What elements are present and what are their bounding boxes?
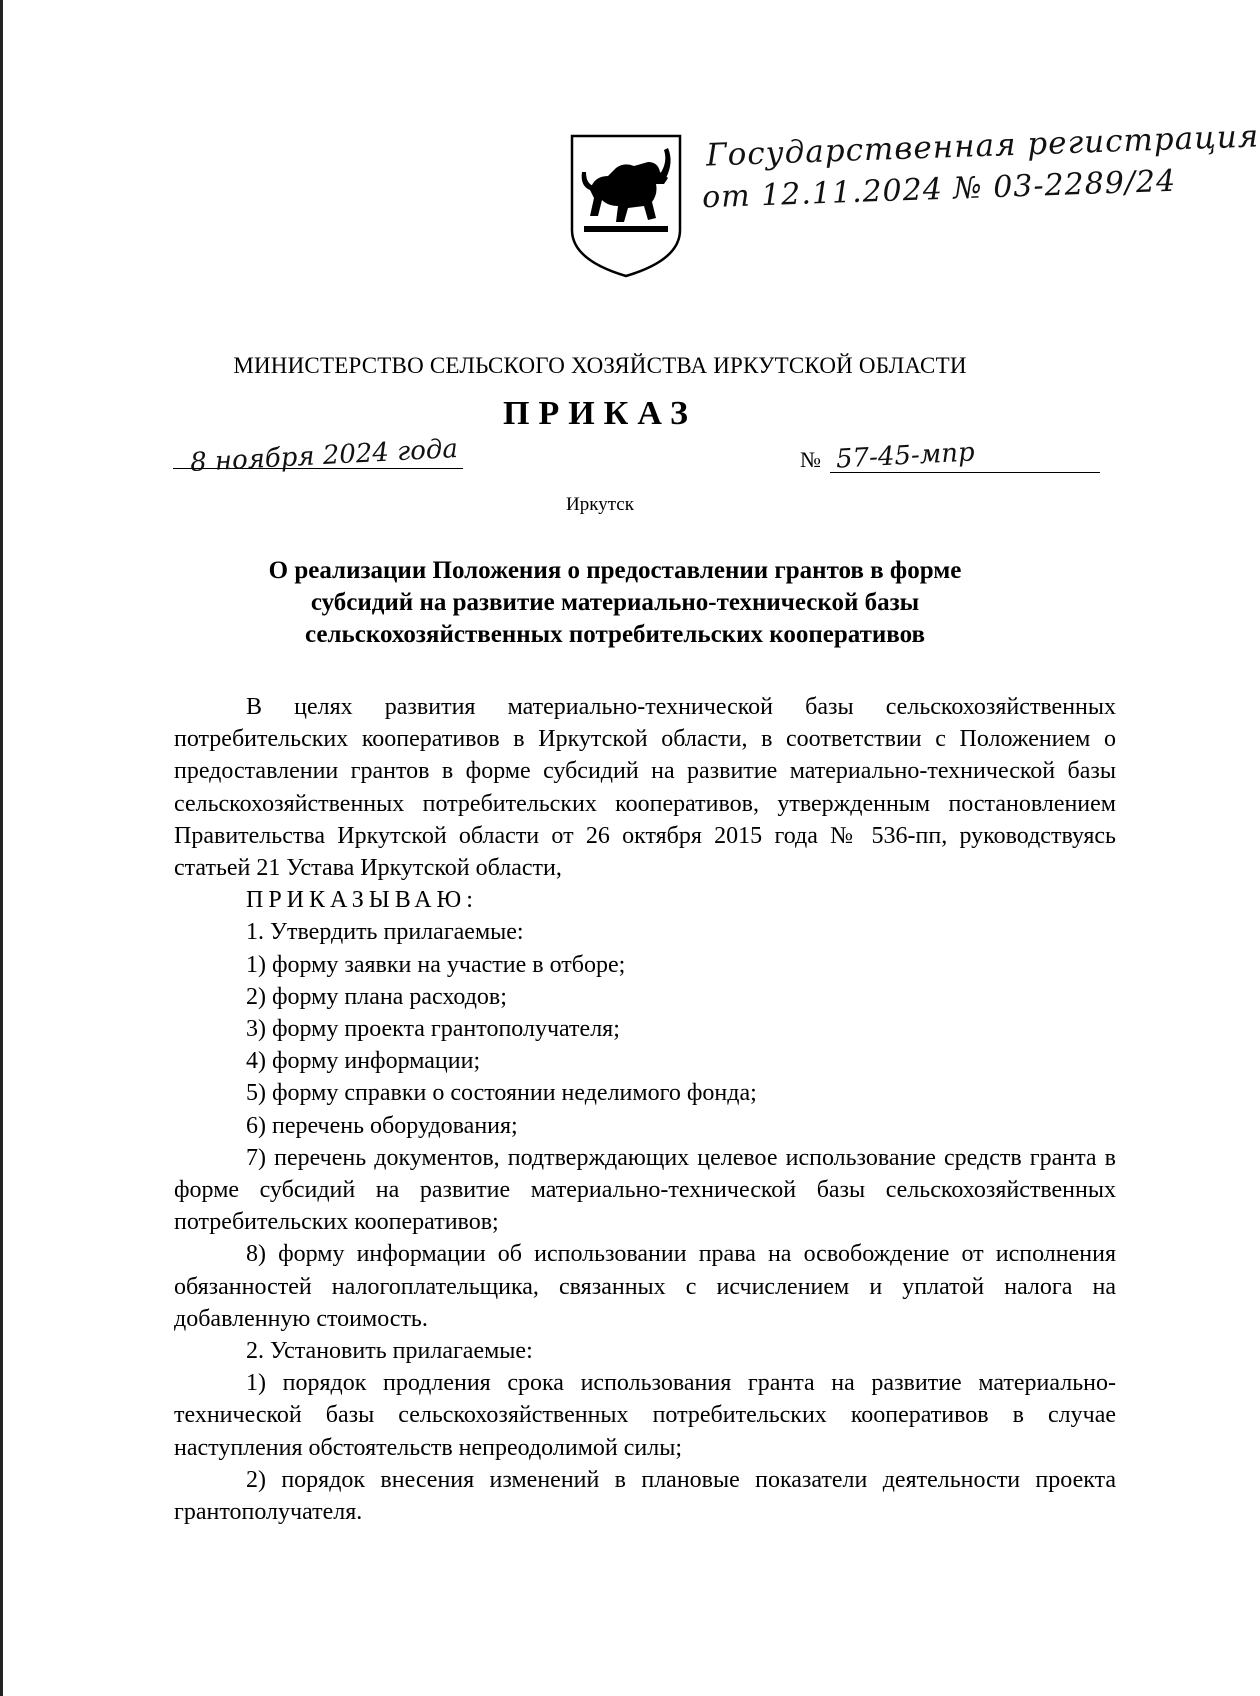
clause-1-5: 5) форму справки о состоянии неделимого фонда;	[246, 1080, 757, 1107]
clause-1: 1. Утвердить прилагаемые:	[246, 919, 524, 946]
scan-edge	[0, 0, 3, 1696]
title-line-2: субсидий на развитие материально-технической базы	[310, 589, 920, 616]
order-number: 57-45-мпр	[835, 437, 976, 475]
clause-1-2: 2) форму плана расходов;	[246, 983, 507, 1010]
clause-1-1: 1) форму заявки на участие в отборе;	[246, 951, 626, 978]
order-date: 8 ноября 2024 года	[189, 434, 459, 478]
preamble-paragraph: В целях развития материально-технической базы сельскохозяйственных потребительских кооперативов в Иркутской области, в соответствии с Положением о предоставлении грантов в форме субсидий на развитие материально-технической базы сельскохозяйственных потребительских кооперативов, утвержденным постановлением Правительства Иркутской области от 26 октября 2015 года № 536-пп, руководствуясь статьей 21 Устава Иркутской области,	[174, 694, 1116, 882]
registration-note-line2: от 12.11.2024 № 03-2289/24	[701, 163, 1177, 216]
clause-1-4: 4) форму информации;	[246, 1048, 481, 1075]
title-line-1: О реализации Положения о предоставлении грантов в форме	[268, 557, 962, 584]
clause-1-8: 8) форму информации об использовании права на освобождение от исполнения обязанностей налогоплательщика, связанных с исчислением и уплатой налога на добавленную стоимость.	[174, 1241, 1116, 1332]
clause-2: 2. Установить прилагаемые:	[246, 1338, 533, 1365]
ministry-name: МИНИСТЕРСТВО СЕЛЬСКОГО ХОЗЯЙСТВА ИРКУТСКОЙ ОБЛАСТИ	[233, 353, 967, 378]
document-title	[230, 555, 1000, 651]
order-verb: ПРИКАЗЫВАЮ:	[246, 887, 478, 914]
order-heading: ПРИКАЗ	[503, 395, 697, 432]
number-sign: №	[800, 447, 821, 472]
document-body	[174, 691, 1116, 1528]
clause-2-2: 2) порядок внесения изменений в плановые показатели деятельности проекта грантополучателя.	[174, 1466, 1116, 1526]
coat-of-arms-emblem	[568, 132, 684, 280]
clause-1-3: 3) форму проекта грантополучателя;	[246, 1016, 620, 1043]
city-name: Иркутск	[566, 494, 634, 515]
title-line-3: сельскохозяйственных потребительских кооперативов	[305, 621, 925, 648]
clause-2-1: 1) порядок продления срока использования гранта на развитие материально-технической базы сельскохозяйственных потребительских кооперативов в случае наступления обстоятельств непреодолимой силы;	[174, 1370, 1116, 1461]
registration-note-line1: Государственная регистрация	[705, 118, 1260, 174]
clause-1-6: 6) перечень оборудования;	[246, 1112, 518, 1139]
clause-1-7: 7) перечень документов, подтверждающих целевое использование средств гранта в форме субсидий на развитие материально-технической базы сельскохозяйственных потребительских кооперативов;	[174, 1144, 1116, 1236]
